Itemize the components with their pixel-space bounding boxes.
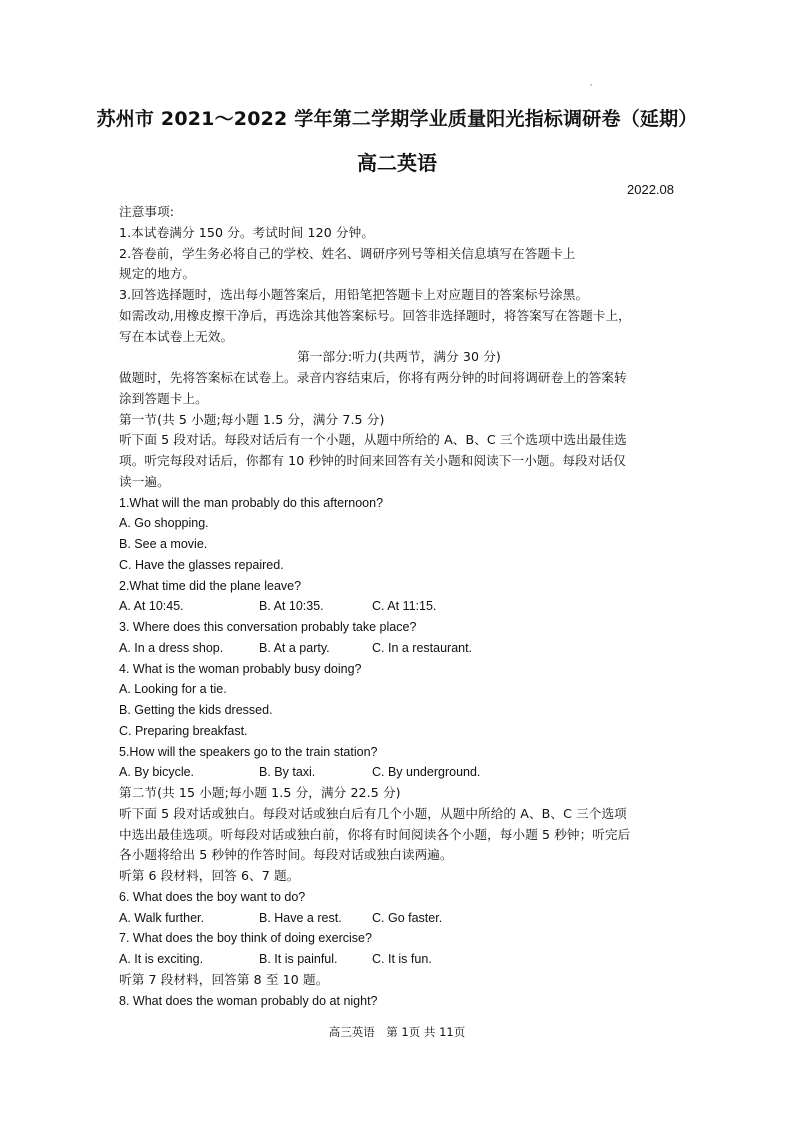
option-b: B. Getting the kids dressed.	[119, 703, 273, 717]
part-intro: 涂到答题卡上。	[119, 390, 208, 406]
exam-body	[119, 202, 679, 1011]
option-b: B. Have a rest.	[259, 910, 342, 925]
question-text: 7. What does the boy think of doing exercise?	[119, 931, 372, 946]
notice-item: 1.本试卷满分 150 分。考试时间 120 分钟。	[119, 224, 375, 240]
question-text: 2.What time did the plane leave?	[119, 578, 302, 593]
option-row	[119, 762, 679, 783]
question-text: 6. What does the boy want to do?	[119, 889, 306, 904]
option-b: B. It is painful.	[259, 952, 338, 966]
notice-item: 写在本试卷上无效。	[119, 328, 234, 344]
option-c: C. By underground.	[372, 765, 481, 780]
exam-date: 2022.08	[627, 182, 674, 197]
option-b: B. At a party.	[259, 640, 330, 655]
notice-item: 3.回答选择题时，选出每小题答案后，用铅笔把答题卡上对应题目的答案标号涂黑。	[119, 287, 589, 302]
exam-title: 苏州市 2021～2022 学年第二学期学业质量阳光指标调研卷（延期）	[96, 108, 698, 130]
section-instruction: 读一遍。	[119, 473, 170, 489]
option-a: A. By bicycle.	[119, 765, 195, 780]
option-c: C. Have the glasses repaired.	[119, 557, 284, 572]
option-a: A. Go shopping.	[119, 516, 209, 531]
section-instruction: 听下面 5 段对话或独白。每段对话或独白后有几个小题，从题中所给的 A、B、C 三个选项	[119, 805, 627, 821]
material-note: 听第 7 段材料，回答第 8 至 10 题。	[119, 971, 329, 987]
notice-item: 规定的地方。	[119, 266, 196, 282]
section-instruction: 中选出最佳选项。听每段对话或独白前，你将有时间阅读各个小题，每小题 5 秒钟；听完后	[119, 826, 631, 842]
material-note: 听第 6 段材料，回答 6、7 题。	[119, 868, 300, 883]
option-a: A. It is exciting.	[119, 952, 204, 966]
question-text: 3. Where does this conversation probably take place?	[119, 620, 417, 634]
question-text: 5.How will the speakers go to the train station?	[119, 744, 378, 759]
option-row	[119, 908, 679, 929]
question-text: 1.What will the man probably do this afternoon?	[119, 495, 384, 510]
option-b: B. See a movie.	[119, 537, 208, 551]
section-instruction: 项。听完每段对话后，你都有 10 秒钟的时间来回答有关小题和阅读下一小题。每段对话仅	[119, 453, 626, 468]
part-intro: 做题时，先将答案标在试卷上。录音内容结束后，你将有两分钟的时间将调研卷上的答案转	[119, 370, 627, 385]
option-c: C. Go faster.	[372, 910, 443, 925]
option-a: A. In a dress shop.	[119, 640, 224, 655]
notice-heading: 注意事项:	[119, 204, 175, 219]
option-c: C. At 11:15.	[372, 599, 437, 614]
question-text: 4. What is the woman probably busy doing?	[119, 661, 362, 676]
notice-item: 2.答卷前，学生务必将自己的学校、姓名、调研序列号等相关信息填写在答题卡上	[119, 245, 576, 261]
scan-speck	[590, 84, 592, 86]
option-row	[119, 596, 679, 617]
part-heading: 第一部分:听力(共两节，满分 30 分)	[297, 349, 501, 365]
option-c: C. In a restaurant.	[372, 640, 473, 655]
option-b: B. By taxi.	[259, 765, 316, 780]
exam-subtitle: 高二英语	[357, 151, 437, 175]
option-b: B. At 10:35.	[259, 599, 324, 614]
section-heading: 第二节(共 15 小题;每小题 1.5 分，满分 22.5 分)	[119, 785, 401, 800]
notice-item: 如需改动,用橡皮擦干净后，再选涂其他答案标号。回答非选择题时，将答案写在答题卡上，	[119, 307, 631, 323]
page-footer: 高三英语 第 1页 共 11页	[328, 1025, 466, 1039]
option-a: A. At 10:45.	[119, 599, 184, 614]
section-instruction: 听下面 5 段对话。每段对话后有一个小题，从题中所给的 A、B、C 三个选项中选出最佳选	[119, 432, 627, 448]
option-c: C. It is fun.	[372, 952, 432, 966]
option-row	[119, 949, 679, 970]
question-text: 8. What does the woman probably do at night?	[119, 993, 378, 1008]
option-row	[119, 638, 679, 659]
option-c: C. Preparing breakfast.	[119, 723, 248, 738]
section-instruction: 各小题将给出 5 秒钟的作答时间。每段对话或独白读两遍。	[119, 847, 453, 863]
option-a: A. Walk further.	[119, 910, 204, 925]
section-heading: 第一节(共 5 小题;每小题 1.5 分，满分 7.5 分)	[119, 411, 385, 427]
option-a: A. Looking for a tie.	[119, 682, 227, 697]
